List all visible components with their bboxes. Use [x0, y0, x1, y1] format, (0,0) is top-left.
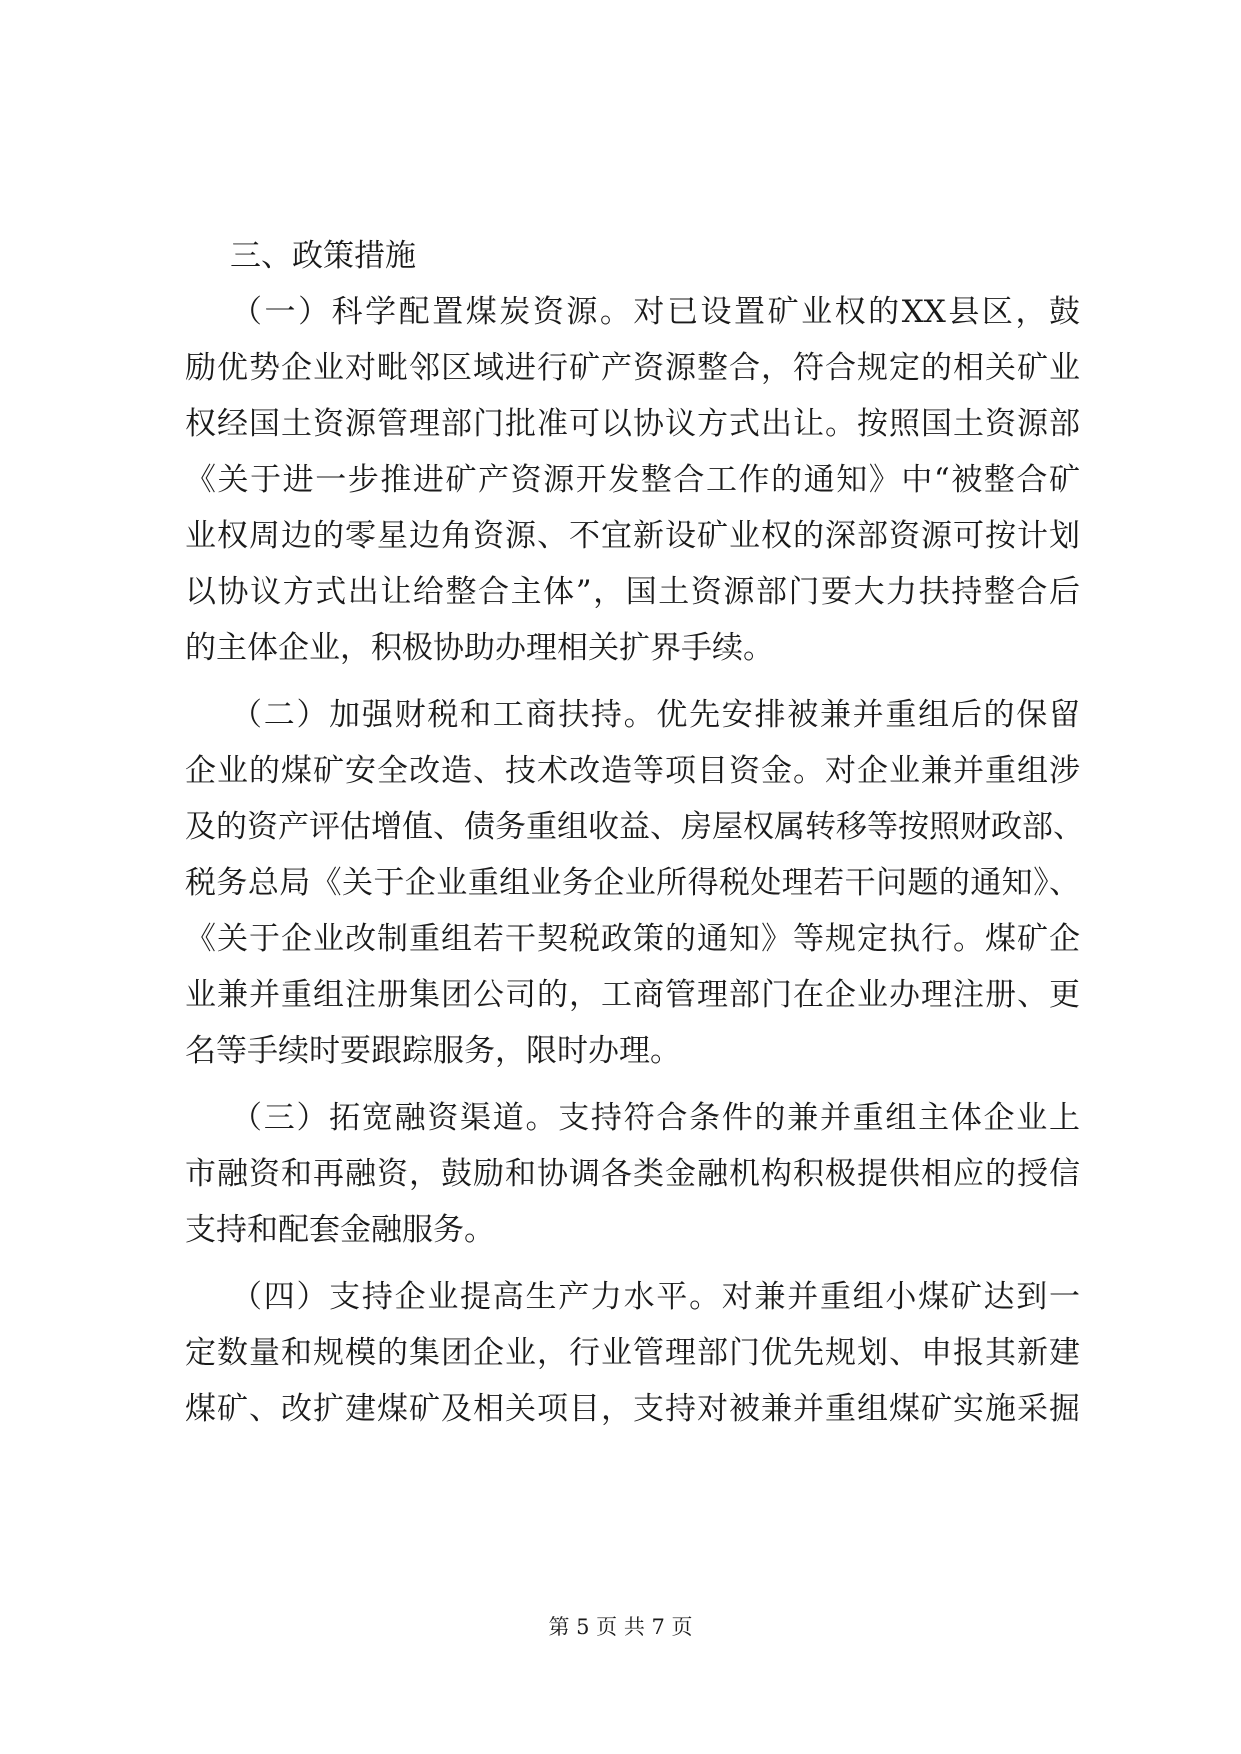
paragraph-line: 企业的煤矿安全改造、技术改造等项目资金。对企业兼并重组涉: [185, 753, 1080, 789]
paragraph-line: （二）加强财税和工商扶持。优先安排被兼并重组后的保留: [231, 697, 1080, 733]
paragraph-line: 市融资和再融资，鼓励和协调各类金融机构积极提供相应的授信: [185, 1156, 1080, 1192]
paragraph-line: 以协议方式出让给整合主体”，国土资源部门要大力扶持整合后: [185, 574, 1080, 610]
paragraph-line: 励优势企业对毗邻区域进行矿产资源整合，符合规定的相关矿业: [185, 350, 1080, 386]
paragraph-line: 《关于企业改制重组若干契税政策的通知》等规定执行。煤矿企: [185, 921, 1080, 957]
paragraph: [185, 284, 1080, 676]
paragraph-line: 业权周边的零星边角资源、不宜新设矿业权的深部资源可按计划: [185, 518, 1080, 554]
paragraph-line: 《关于进一步推进矿产资源开发整合工作的通知》中“被整合矿: [185, 462, 1080, 498]
paragraph-line: 的主体企业，积极协助办理相关扩界手续。: [185, 630, 774, 666]
paragraph-line: 支持和配套金融服务。: [185, 1212, 495, 1248]
paragraph-line: 煤矿、改扩建煤矿及相关项目，支持对被兼并重组煤矿实施采掘: [185, 1391, 1080, 1427]
paragraph-line: 税务总局《关于企业重组业务企业所得税处理若干问题的通知》、: [185, 865, 1080, 901]
paragraph: [185, 1090, 1080, 1258]
paragraph: [185, 1269, 1080, 1437]
section-heading: 三、政策措施: [230, 238, 416, 274]
paragraph-line: 定数量和规模的集团企业，行业管理部门优先规划、申报其新建: [185, 1335, 1080, 1371]
paragraph-list: [185, 284, 1084, 1437]
paragraph: [185, 687, 1084, 1079]
paragraph-line: （三）拓宽融资渠道。支持符合条件的兼并重组主体企业上: [231, 1100, 1080, 1136]
paragraph-line: （四）支持企业提高生产力水平。对兼并重组小煤矿达到一: [231, 1279, 1080, 1315]
paragraph-line: 及的资产评估增值、债务重组收益、房屋权属转移等按照财政部、: [185, 809, 1084, 845]
paragraph-line: 名等手续时要跟踪服务，限时办理。: [185, 1033, 681, 1069]
page-footer: 第 5 页 共 7 页: [548, 1615, 693, 1639]
paragraph-line: （一）科学配置煤炭资源。对已设置矿业权的XX县区，鼓: [231, 294, 1080, 330]
body-text: [185, 228, 1084, 1437]
paragraph-line: 权经国土资源管理部门批准可以协议方式出让。按照国土资源部: [185, 406, 1080, 442]
paragraph-line: 业兼并重组注册集团公司的，工商管理部门在企业办理注册、更: [185, 977, 1080, 1013]
